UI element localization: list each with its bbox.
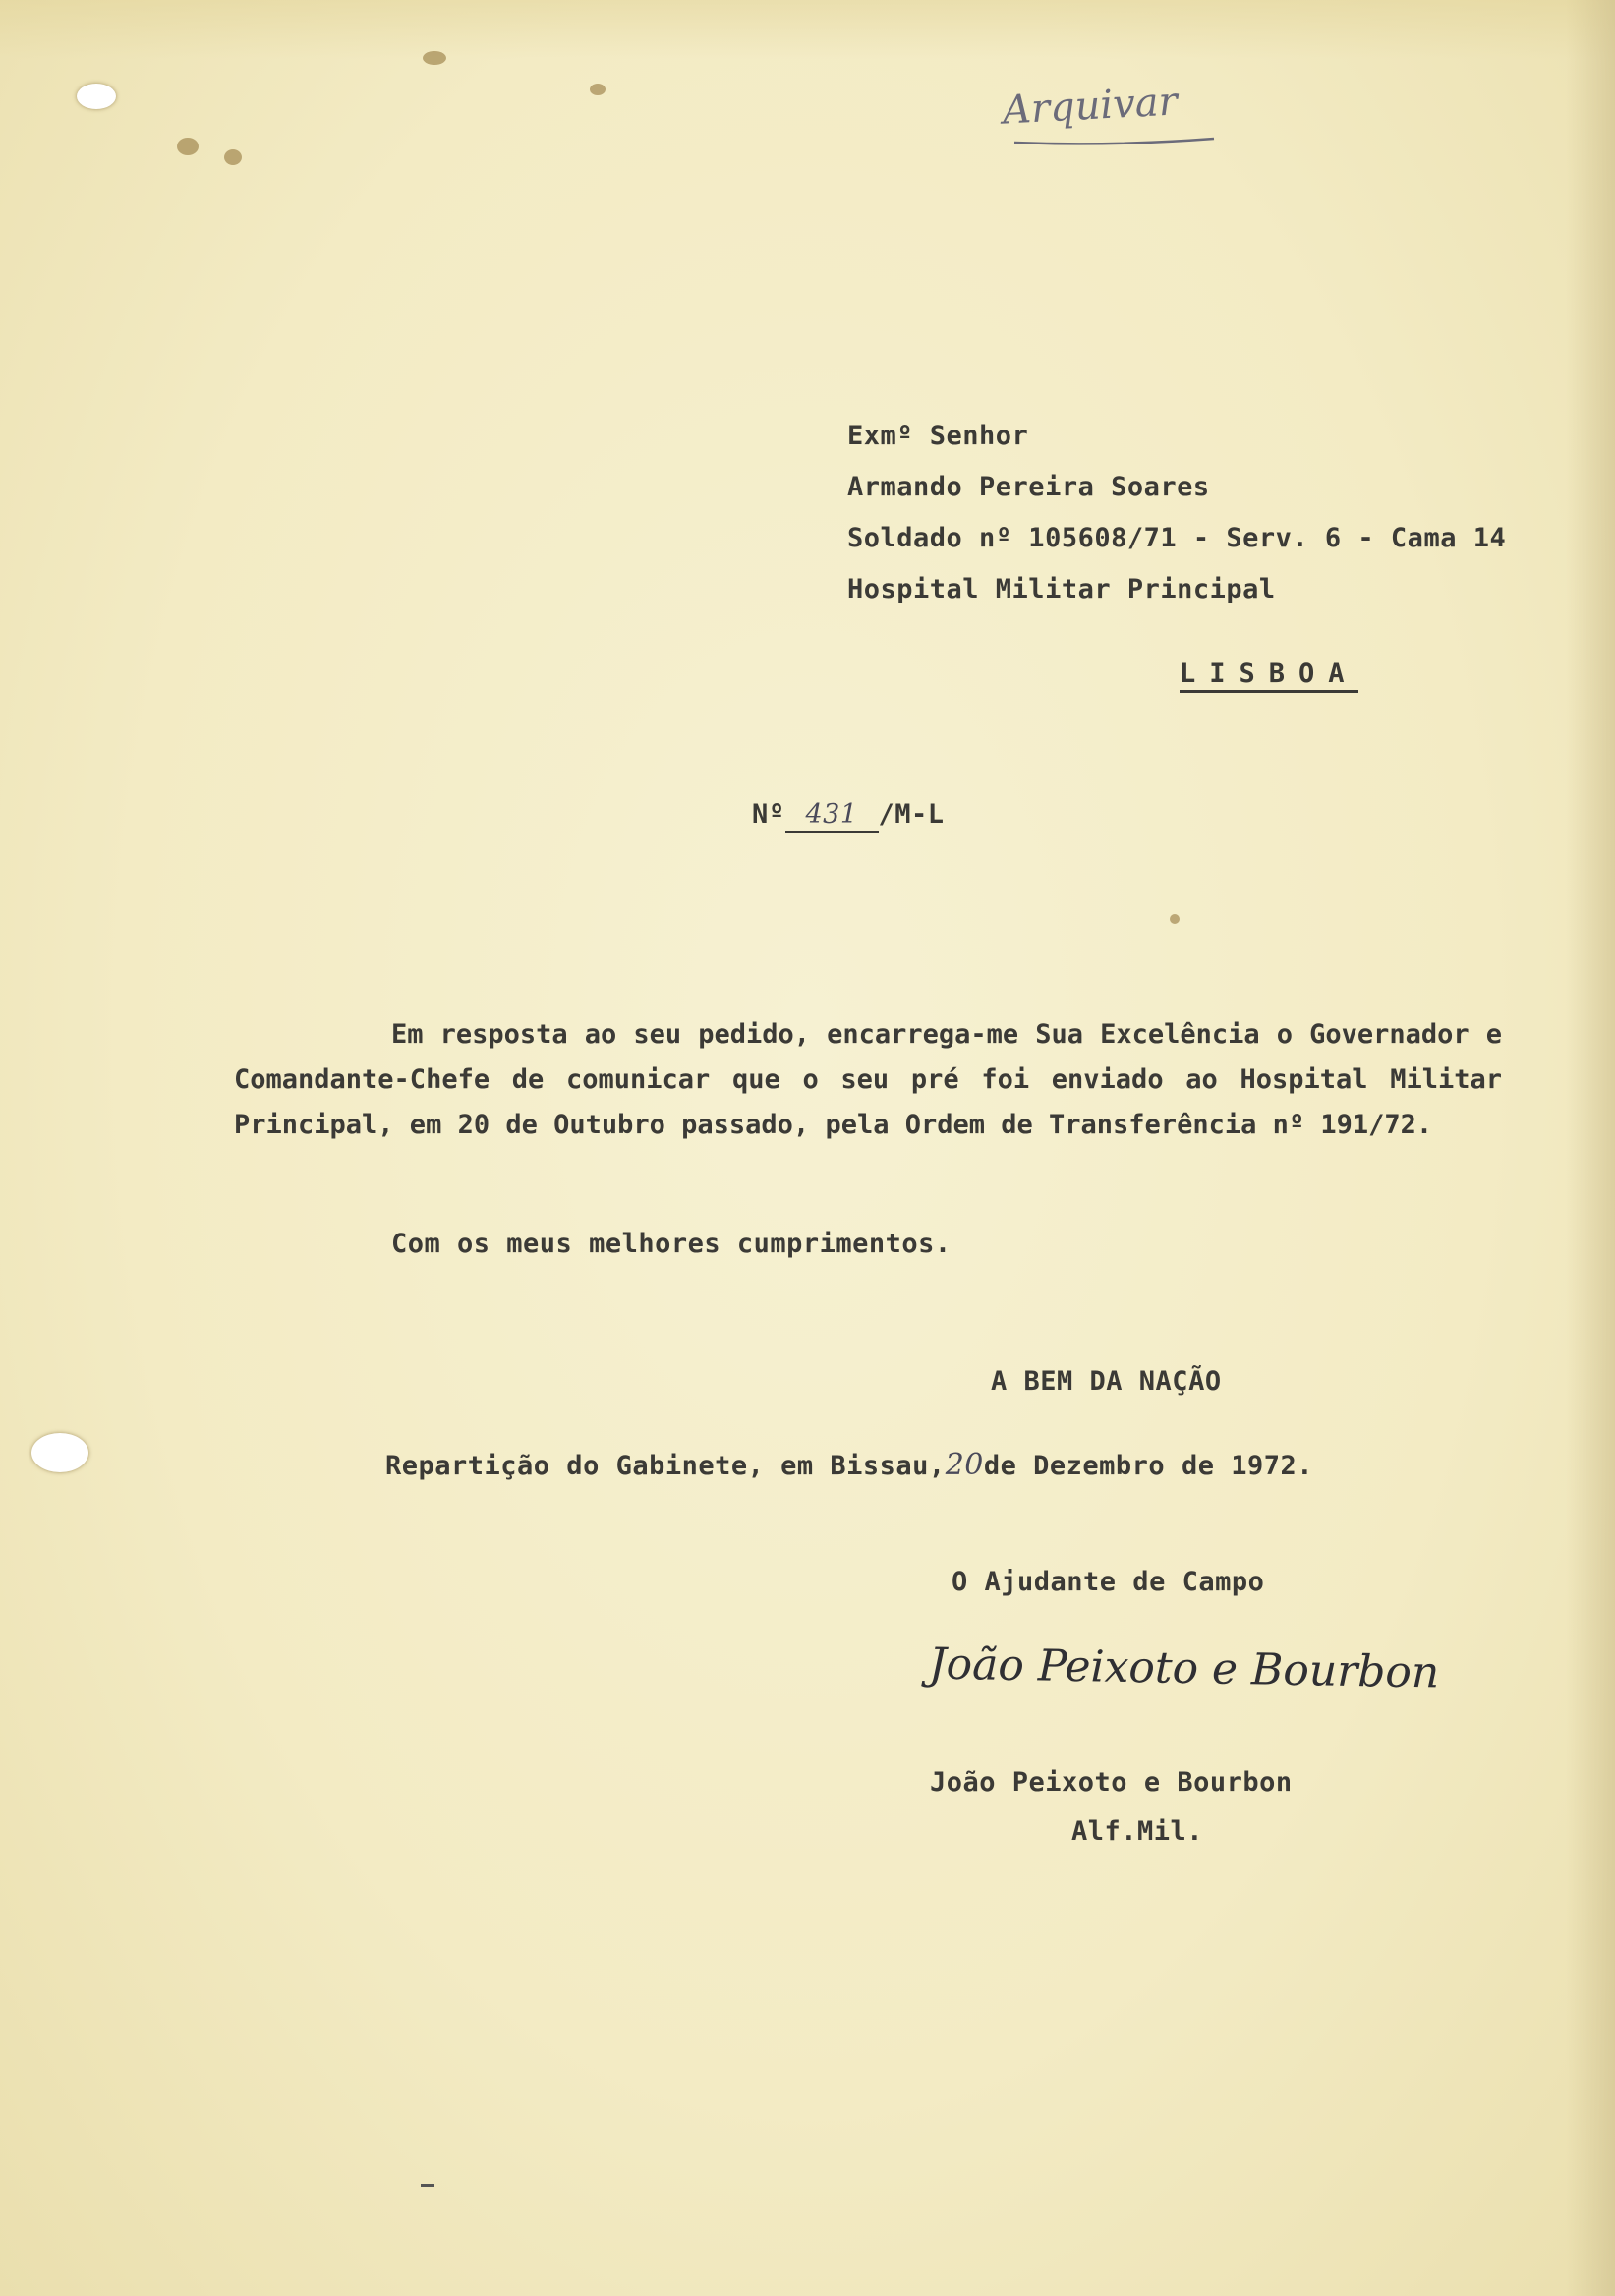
addressee-salutation: Exmº Senhor [847, 421, 1029, 451]
closing-line: Com os meus melhores cumprimentos. [391, 1229, 952, 1259]
addressee-detail: Soldado nº 105608/71 - Serv. 6 - Cama 14 [847, 523, 1507, 553]
reference-prefix: Nº [752, 799, 785, 830]
punch-hole [77, 84, 116, 109]
place-date-suffix: de Dezembro de 1972. [983, 1451, 1313, 1481]
paper-top-shade [0, 0, 1615, 59]
signatory-role: O Ajudante de Campo [952, 1567, 1265, 1597]
place-date-prefix: Repartição do Gabinete, em Bissau, [385, 1451, 946, 1481]
stain-mark [590, 84, 606, 95]
signatory-name: João Peixoto e Bourbon [930, 1767, 1293, 1798]
bottom-mark [421, 2184, 434, 2187]
stain-mark [423, 51, 446, 65]
stain-mark [224, 149, 242, 165]
reference-suffix: /M-L [878, 799, 945, 830]
place-date-line [385, 1448, 1313, 1482]
motto: A BEM DA NAÇÃO [991, 1366, 1222, 1397]
stain-mark [177, 138, 199, 155]
body-paragraph: Em resposta ao seu pedido, encarrega-me Sua Excelência o Governador e Comandante-Chefe de comunicar que o seu pré foi enviado ao Hospital Militar Principal, em 20 de Outubro passado, pela Ordem de Transferência nº 191/72. [234, 1019, 1502, 1140]
stain-mark [1170, 914, 1180, 924]
paper-edge-shade [1566, 0, 1615, 2296]
place-date-day: 20 [945, 1448, 984, 1482]
addressee-city: LISBOA [1180, 660, 1358, 693]
handwritten-annotation: Arquivar [1001, 79, 1179, 134]
annotation-underline [1012, 133, 1219, 148]
punch-hole [31, 1433, 88, 1472]
addressee-name: Armando Pereira Soares [847, 472, 1210, 502]
reference-number: 431 [785, 801, 879, 833]
handwritten-signature: João Peixoto e Bourbon [928, 1638, 1440, 1698]
addressee-institution: Hospital Militar Principal [847, 574, 1276, 604]
reference-line [752, 801, 945, 833]
signatory-rank: Alf.Mil. [1071, 1816, 1204, 1847]
